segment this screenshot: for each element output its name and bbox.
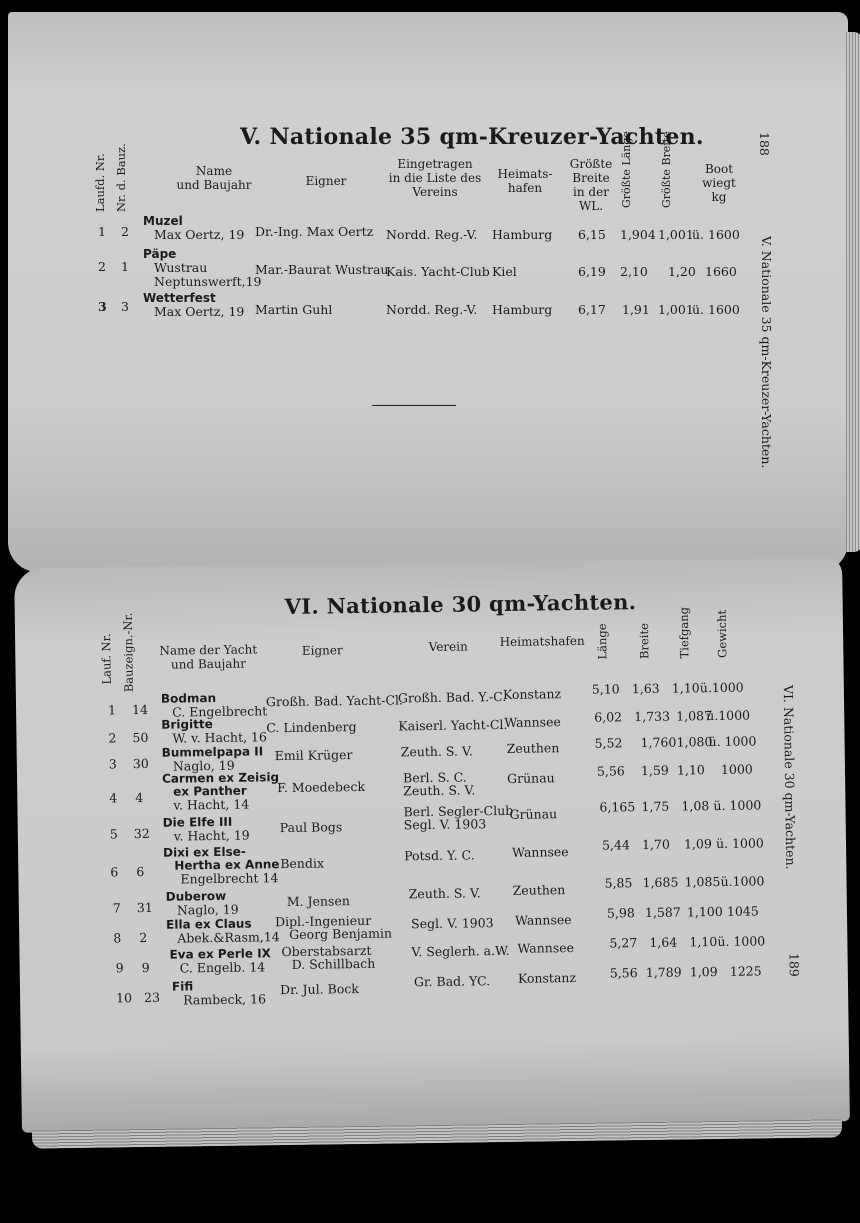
breite: 1,760 xyxy=(640,734,677,751)
owner: Dipl.-Ingenieur xyxy=(274,912,372,930)
laenge: 1,904 xyxy=(620,227,656,242)
row-bauz: 14 xyxy=(131,701,149,718)
gewicht: ü. 1000 xyxy=(708,733,757,750)
owner: C. Lindenberg xyxy=(266,719,357,736)
home-port: Hamburg xyxy=(492,302,553,317)
page-fore-edge xyxy=(846,32,860,552)
tiefgang: 1,087 xyxy=(676,708,713,724)
home-port: Grünau xyxy=(506,770,555,786)
laenge: 1,91 xyxy=(622,302,650,317)
builder: Abek.&Rasm,14 xyxy=(177,929,280,946)
builder: Engelbrecht 14 xyxy=(180,870,279,887)
club: Berl. Segler-Club xyxy=(403,802,514,820)
header-gewicht: Gewicht xyxy=(714,609,730,659)
laenge: 5,56 xyxy=(609,965,638,981)
yacht-name: Bodman xyxy=(160,691,217,706)
row-nr: 3 xyxy=(108,756,117,772)
breite: 1,59 xyxy=(640,762,669,779)
row-bauz: 32 xyxy=(133,825,150,842)
row-nr: 10 xyxy=(116,990,133,1006)
header-verein: Verein xyxy=(428,639,468,655)
tiefgang: 1,085 xyxy=(684,873,721,890)
header-breite-wl: Größte Breite in der WL. xyxy=(569,157,613,213)
header-eingetragen: Eingetragen in die Liste des Vereins xyxy=(388,157,482,199)
home-port: Wannsee xyxy=(517,940,575,956)
club: Zeuth. S. V. xyxy=(400,743,473,760)
club: Berl. S. C. xyxy=(402,769,467,786)
club: V. Seglerh. a.W. xyxy=(411,942,510,960)
section-title: V. Nationale 35 qm-Kreuzer-Yachten. xyxy=(240,124,704,150)
builder: v. Hacht, 14 xyxy=(173,796,250,813)
tiefgang: 1,080 xyxy=(676,734,713,750)
yacht-name: Päpe xyxy=(143,247,177,261)
breite-wl: 6,15 xyxy=(578,227,606,242)
breite: 1,75 xyxy=(641,798,670,815)
home-port: Kiel xyxy=(492,264,517,279)
side-caption: VI. Nationale 30 qm-Yachten. xyxy=(780,684,799,870)
row-nr: 2 xyxy=(98,259,106,274)
row-bauz: 50 xyxy=(132,729,149,746)
header-lauf-nr: Lauf. Nr. xyxy=(99,633,114,685)
laenge: 6,165 xyxy=(599,799,636,815)
row-bauz: 2 xyxy=(139,929,148,946)
yacht-name: Bummelpapa II xyxy=(161,744,264,760)
header-eigner: Eigner xyxy=(305,174,347,188)
gewicht: ü.1000 xyxy=(706,707,751,724)
builder: v. Hacht, 19 xyxy=(173,827,250,844)
row-nr: 2 xyxy=(108,730,117,746)
header-bauz-nr: Nr. d. Bauz. xyxy=(114,143,128,212)
row-nr: 5 xyxy=(109,826,118,842)
builder: C. Engelbrecht xyxy=(172,703,268,720)
lower-page xyxy=(14,556,850,1133)
club: Kaiserl. Yacht-Cl. xyxy=(398,716,508,734)
builder: C. Engelb. 14 xyxy=(179,959,266,976)
home-port: Zeuthen xyxy=(506,740,560,756)
breite-wl: 6,19 xyxy=(578,264,606,279)
laenge: 5,85 xyxy=(604,875,633,891)
builder: Wustrau xyxy=(154,260,208,275)
header-tiefgang: Tiefgang xyxy=(676,606,692,659)
owner: Paul Bogs xyxy=(279,819,343,836)
yacht-name-line2: Hertha ex Anne xyxy=(174,857,280,873)
section-divider xyxy=(372,405,456,406)
header-heimatshafen: Heimatshafen xyxy=(499,633,585,650)
row-nr: 7 xyxy=(112,900,121,916)
row-bauz: 23 xyxy=(144,989,161,1006)
club: Nordd. Reg.-V. xyxy=(386,302,478,317)
yacht-name-line2: ex Panther xyxy=(173,783,247,799)
home-port: Zeuthen xyxy=(512,882,566,898)
gewicht: 1045 xyxy=(726,903,759,919)
owner: Dr. Jul. Bock xyxy=(279,981,359,998)
club: Großh. Bad. Y.-C. xyxy=(397,688,507,706)
owner-line2: D. Schillbach xyxy=(291,955,376,972)
club: Segl. V. 1903 xyxy=(411,915,494,932)
row-nr: 8 xyxy=(113,930,122,946)
section-title: VI. Nationale 30 qm-Yachten. xyxy=(284,589,637,620)
row-nr: 1 xyxy=(107,702,117,718)
yacht-name: Muzel xyxy=(143,214,183,228)
yacht-name: Carmen ex Zeisig xyxy=(161,770,280,786)
owner: Oberstabsarzt xyxy=(281,942,372,960)
laenge: 2,10 xyxy=(620,264,648,279)
side-caption: V. Nationale 35 qm-Kreuzer-Yachten. xyxy=(759,236,774,469)
breite-wl: 6,17 xyxy=(578,302,606,317)
yacht-name: Ella ex Claus xyxy=(165,916,252,932)
builder: Max Oertz, 19 xyxy=(154,304,245,319)
laenge: 5,52 xyxy=(594,735,623,751)
row-nr: 9 xyxy=(115,960,124,976)
laenge: 5,10 xyxy=(591,681,620,697)
page-bottom-edge xyxy=(32,1119,842,1148)
header-boot-wiegt: Boot wiegt kg xyxy=(702,162,736,204)
header-heimatshafen: Heimats- hafen xyxy=(497,167,553,195)
yacht-name: Wetterfest xyxy=(143,291,216,305)
row-nr: 3 xyxy=(98,299,107,314)
owner: Dr.-Ing. Max Oertz xyxy=(255,224,374,239)
row-bauz: 30 xyxy=(132,755,149,772)
home-port: Wannsee xyxy=(504,714,561,730)
laenge: 5,56 xyxy=(596,763,625,779)
builder: Rambeck, 16 xyxy=(183,991,267,1008)
breite: 1,63 xyxy=(631,680,660,697)
builder: Naglo, 19 xyxy=(172,757,235,774)
row-bauz: 1 xyxy=(121,259,129,274)
yacht-name: Eva ex Perle IX xyxy=(169,946,271,962)
breite: 1,70 xyxy=(641,836,670,853)
row-bauz: 3 xyxy=(121,299,129,314)
header-groesste-breite: Größte Breite xyxy=(660,131,673,208)
header-laufd-nr: Laufd. Nr. xyxy=(93,153,107,212)
header-name: Name der Yacht und Baujahr xyxy=(159,642,258,672)
row-nr: 4 xyxy=(109,790,118,806)
yacht-name: Duberow xyxy=(165,888,227,904)
club: Zeuth. S. V. xyxy=(408,885,481,902)
breite: 1,001 xyxy=(658,302,694,317)
club: Gr. Bad. YC. xyxy=(413,973,491,990)
gewicht: ü. 1000 xyxy=(717,933,766,950)
yacht-name: Brigitte xyxy=(161,717,213,732)
row-bauz: 2 xyxy=(121,224,129,239)
page-number: 188 xyxy=(757,132,772,156)
header-bauzeign-nr: Bauzeign.-Nr. xyxy=(120,612,136,693)
yacht-name: Die Elfe III xyxy=(162,814,233,830)
club: Kais. Yacht-Club xyxy=(386,264,490,279)
builder: Max Oertz, 19 xyxy=(154,227,245,242)
tiefgang: 1,10 xyxy=(671,680,700,696)
gewicht: ü.1000 xyxy=(699,679,744,696)
tiefgang: 1,09 xyxy=(689,964,718,980)
tiefgang: 1,10 xyxy=(676,762,705,778)
header-groesste-laenge: Größte Länge xyxy=(620,131,633,208)
yacht-name: Dixi ex Else- xyxy=(162,844,246,860)
gewicht: 1000 xyxy=(720,761,753,777)
gewicht: 1660 xyxy=(705,264,737,279)
gewicht: ü. 1600 xyxy=(692,227,740,242)
laenge: 5,44 xyxy=(601,837,630,853)
gewicht: 1225 xyxy=(729,963,762,979)
home-port: Wannsee xyxy=(512,844,569,860)
row-bauz: 4 xyxy=(135,790,144,806)
gewicht: ü. 1000 xyxy=(715,835,764,852)
owner: Großh. Bad. Yacht-Cl. xyxy=(265,692,404,710)
owner: Bendix xyxy=(280,855,325,872)
tiefgang: 1,100 xyxy=(686,903,723,920)
breite: 1,20 xyxy=(668,264,696,279)
row-bauz: 6 xyxy=(136,864,145,880)
home-port: Konstanz xyxy=(517,970,577,986)
breite: 1,789 xyxy=(645,964,682,981)
owner-line2: Georg Benjamin xyxy=(289,925,393,943)
gewicht: ü. 1000 xyxy=(713,797,762,814)
owner: M. Jensen xyxy=(286,893,350,910)
upper-page xyxy=(8,12,848,572)
header-name: Name und Baujahr xyxy=(176,164,252,192)
gewicht: ü.1000 xyxy=(720,873,765,889)
home-port: Hamburg xyxy=(492,227,553,242)
home-port: Wannsee xyxy=(514,912,572,928)
club: Nordd. Reg.-V. xyxy=(386,227,478,242)
builder: W. v. Hacht, 16 xyxy=(172,729,268,746)
club: Potsd. Y. C. xyxy=(404,847,475,864)
owner: F. Moedebeck xyxy=(277,778,366,796)
row-bauz: 31 xyxy=(136,899,153,916)
header-laenge: Länge xyxy=(594,623,610,660)
row-nr: 6 xyxy=(110,864,119,880)
breite: 1,733 xyxy=(634,708,671,725)
builder: Naglo, 19 xyxy=(176,901,239,918)
owner: Martin Guhl xyxy=(255,302,333,317)
row-bauz: 9 xyxy=(141,959,150,976)
tiefgang: 1,09 xyxy=(683,836,712,852)
laenge: 6,02 xyxy=(594,709,623,725)
home-port: Grünau xyxy=(509,806,558,822)
owner: Mar.-Baurat Wustrau xyxy=(255,262,389,277)
owner: Emil Krüger xyxy=(274,747,353,764)
header-breite: Breite xyxy=(636,623,652,660)
tiefgang: 1,08 xyxy=(681,798,710,814)
breite: 1,001 xyxy=(658,227,694,242)
gewicht: ü. 1600 xyxy=(692,302,740,317)
breite: 1,64 xyxy=(649,934,678,950)
builder-line2: Neptunswerft,19 xyxy=(154,274,262,289)
club-line2: Zeuth. S. V. xyxy=(403,782,476,799)
yacht-name: Fifi xyxy=(171,979,194,994)
row-nr: 1 xyxy=(98,224,106,239)
breite: 1,587 xyxy=(644,904,681,921)
laenge: 5,27 xyxy=(609,935,638,951)
header-eigner: Eigner xyxy=(301,643,343,658)
home-port: Konstanz xyxy=(502,686,562,702)
laenge: 5,98 xyxy=(606,905,635,921)
breite: 1,685 xyxy=(642,874,679,891)
page-number: 189 xyxy=(786,952,802,977)
club-line2: Segl. V. 1903 xyxy=(403,816,487,833)
tiefgang: 1,10 xyxy=(689,934,718,950)
